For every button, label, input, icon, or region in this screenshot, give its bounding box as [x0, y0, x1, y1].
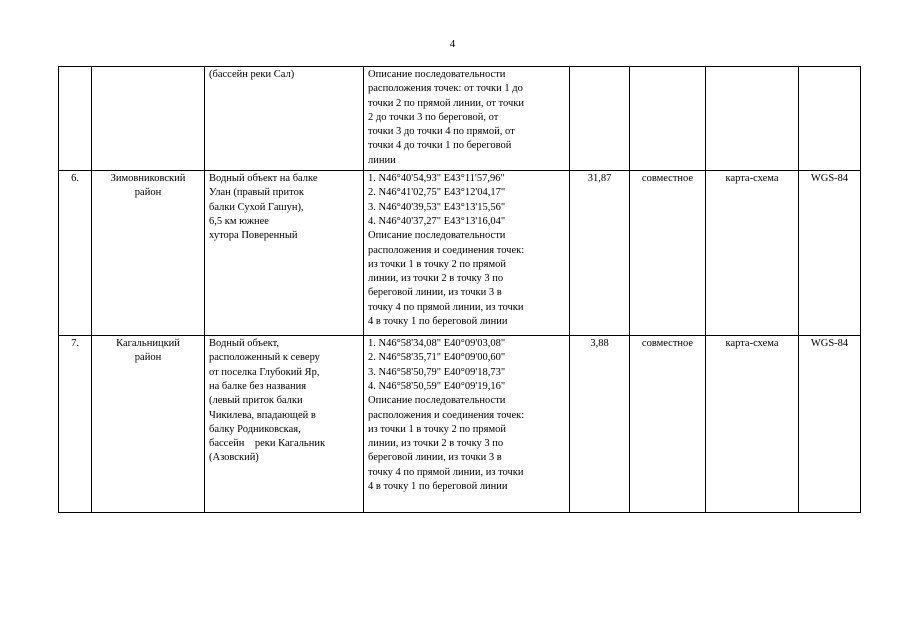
area-value: 3,88 — [590, 338, 609, 350]
usage-value: совместное — [641, 173, 694, 185]
coordinates-line: расположения и соединения точек: — [368, 409, 525, 421]
coordinates-line: 4 в точку 1 по береговой линии — [368, 481, 508, 493]
water-object-line: Водный объект на балке — [209, 173, 318, 185]
coordinates-line: из точки 1 в точку 2 по прямой — [368, 423, 507, 435]
coordinate-system-cell — [799, 171, 861, 336]
usage-cell — [630, 336, 706, 513]
coordinates-line: точки 2 по прямой линии, от точки — [368, 97, 524, 109]
coordinates-line: 3. N46°58'50,79" E40°09'18,73" — [368, 366, 506, 378]
map-type-cell — [706, 336, 799, 513]
water-object-cell — [205, 171, 364, 336]
coordinates-line: линии, из точки 2 в точку 3 по — [368, 273, 504, 285]
coordinates-line: точки 3 до точки 4 по прямой, от — [368, 126, 515, 138]
coordinate-system-value: WGS-84 — [810, 173, 849, 185]
usage-cell — [630, 171, 706, 336]
water-object-cell — [205, 336, 364, 513]
coordinates-line: 4 в точку 1 по береговой линии — [368, 316, 508, 328]
table-body — [59, 67, 861, 513]
water-object-line: балки Сухой Гашун), — [209, 201, 304, 213]
coordinates-line: линии — [368, 154, 396, 166]
coordinates-line: линии, из точки 2 в точку 3 по — [368, 438, 504, 450]
row-number: 6. — [71, 173, 79, 185]
coordinates-line: Описание последовательности — [368, 230, 506, 242]
coordinates-line: 4. N46°40'37,27" E43°13'16,04" — [368, 215, 506, 227]
water-object-line: (бассейн реки Сал) — [209, 69, 295, 80]
coordinates-line: точку 4 по прямой линии, из точки — [368, 466, 524, 478]
coordinates-cell — [364, 336, 570, 513]
coordinates-cell — [364, 171, 570, 336]
area-value: 31,87 — [587, 173, 612, 185]
water-object-line: расположенный к северу — [209, 352, 320, 364]
map-type-cell — [706, 67, 799, 171]
table-row — [59, 336, 861, 513]
coordinates-cell — [364, 67, 570, 171]
water-object-line: Водный объект, — [209, 338, 280, 350]
coordinate-system-cell — [799, 336, 861, 513]
row-number-cell — [59, 67, 92, 171]
coordinates-line: расположения и соединения точек: — [368, 244, 525, 256]
district-line: район — [134, 352, 162, 364]
row-number-cell — [59, 336, 92, 513]
document-table — [58, 66, 861, 513]
district-cell — [92, 67, 205, 171]
map-type-value: карта-схема — [725, 173, 779, 185]
map-type-cell — [706, 171, 799, 336]
water-object-line: от поселка Глубокий Яр, — [209, 366, 320, 378]
coordinate-system-cell — [799, 67, 861, 171]
district-line: район — [134, 187, 162, 199]
water-object-line: балку Родниковская, — [209, 423, 301, 435]
page-number: 4 — [449, 38, 456, 50]
area-cell — [570, 171, 630, 336]
usage-cell — [630, 67, 706, 171]
coordinates-line: точки 4 до точки 1 по береговой — [368, 140, 512, 152]
area-cell — [570, 336, 630, 513]
coordinates-line: 2 до точки 3 по береговой, от — [368, 111, 499, 123]
water-object-line: хутора Поверенный — [209, 230, 298, 242]
district-line: Кагальницкий — [116, 338, 180, 350]
water-object-line: 6,5 км южнее — [209, 215, 269, 227]
coordinates-line: расположения точек: от точки 1 до — [368, 83, 523, 95]
district-cell — [92, 171, 205, 336]
table-row — [59, 171, 861, 336]
row-number-cell — [59, 171, 92, 336]
map-type-value: карта-схема — [725, 338, 779, 350]
district-cell — [92, 336, 205, 513]
water-object-line: Чикилева, впадающей в — [209, 409, 316, 421]
area-cell — [570, 67, 630, 171]
table-row — [59, 67, 861, 171]
coordinates-line: точку 4 по прямой линии, из точки — [368, 301, 524, 313]
coordinates-line: береговой линии, из точки 3 в — [368, 452, 502, 464]
coordinates-line: 2. N46°41'02,75" E43°12'04,17" — [368, 187, 506, 199]
coordinates-line: 2. N46°58'35,71" E40°09'00,60" — [368, 352, 506, 364]
coordinates-line: 1. N46°40'54,93" E43°11'57,96" — [368, 173, 505, 185]
water-object-line: (Азовский) — [209, 452, 259, 464]
water-object-line: бассейн реки Кагальник — [209, 438, 326, 450]
water-object-line: Улан (правый приток — [209, 187, 304, 199]
water-object-line: (левый приток балки — [209, 395, 303, 407]
coordinates-line: 4. N46°58'50,59" E40°09'19,16" — [368, 380, 506, 392]
coordinates-line: Описание последовательности — [368, 69, 506, 80]
usage-value: совместное — [641, 338, 694, 350]
water-object-line: на балке без названия — [209, 380, 307, 392]
row-number: 7. — [71, 338, 79, 350]
coordinates-line: Описание последовательности — [368, 395, 506, 407]
coordinates-line: береговой линии, из точки 3 в — [368, 287, 502, 299]
coordinates-line: 1. N46°58'34,08" E40°09'03,08" — [368, 338, 506, 350]
coordinate-system-value: WGS-84 — [810, 338, 849, 350]
coordinates-line: 3. N46°40'39,53" E43°13'15,56" — [368, 201, 506, 213]
coordinates-line: из точки 1 в точку 2 по прямой — [368, 258, 507, 270]
district-line: Зимовниковский — [110, 173, 186, 185]
water-object-cell — [205, 67, 364, 171]
